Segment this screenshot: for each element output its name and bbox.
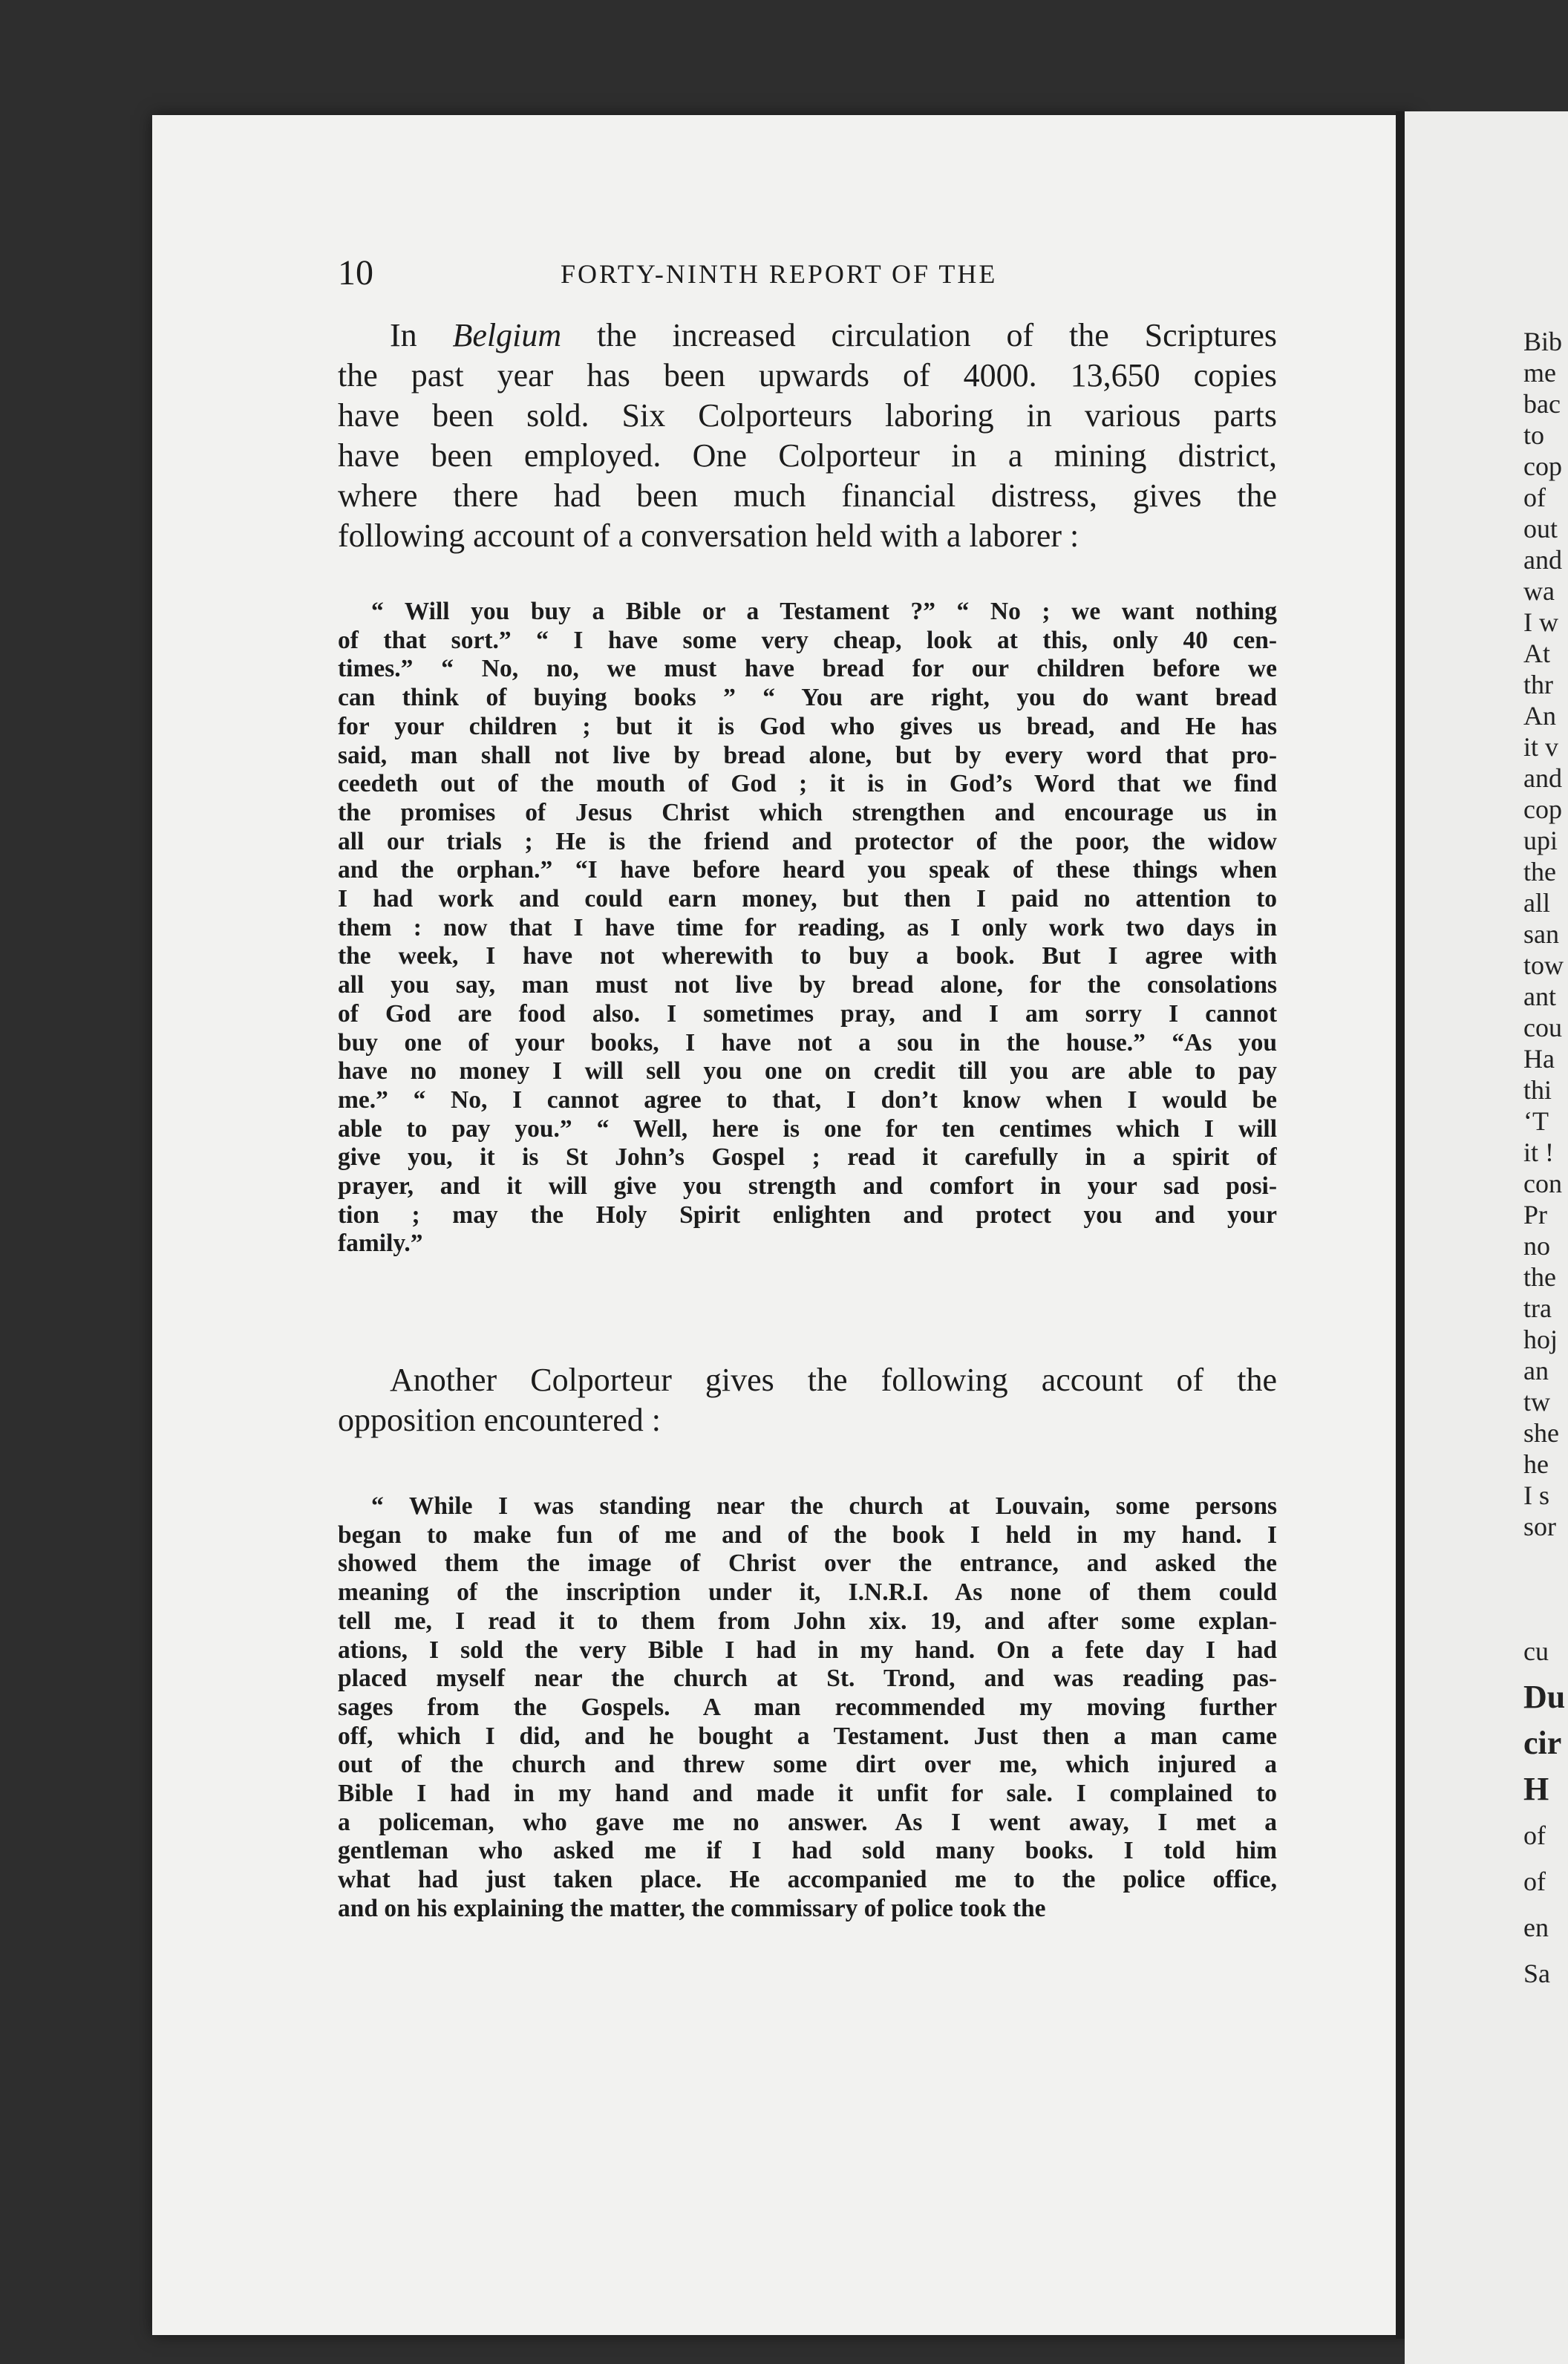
text-line: out of the church and threw some dirt over me, which injured a bbox=[338, 1751, 1277, 1779]
facing-page-fragment: cop bbox=[1523, 794, 1562, 824]
text-line: “ Will you buy a Bible or a Testament ?” “ No ; we want nothing bbox=[371, 598, 1277, 625]
facing-page-fragment: ‘T bbox=[1523, 1106, 1549, 1136]
facing-page-fragment: me bbox=[1523, 358, 1556, 388]
facing-page-fragment: out bbox=[1523, 514, 1558, 543]
facing-page-fragment: Pr bbox=[1523, 1200, 1548, 1230]
text-line: meaning of the inscription under it, I.N.R.I. As none of them could bbox=[338, 1578, 1277, 1607]
facing-page-fragment: cu bbox=[1523, 1636, 1549, 1666]
facing-page-fragment: of bbox=[1523, 1867, 1546, 1896]
facing-page bbox=[1405, 111, 1568, 2364]
facing-page-fragment: of bbox=[1523, 483, 1546, 512]
facing-page-fragment: no bbox=[1523, 1231, 1550, 1261]
running-head: FORTY-NINTH REPORT OF THE bbox=[561, 259, 998, 289]
text-line: and the orphan.” “I have before heard you speak of these things when bbox=[338, 856, 1277, 884]
facing-page-fragment: and bbox=[1523, 545, 1562, 575]
text-line: of that sort.” “ I have some very cheap, look at this, only 40 cen- bbox=[338, 626, 1277, 654]
facing-page-fragment: and bbox=[1523, 763, 1562, 793]
facing-page-fragment: it ! bbox=[1523, 1137, 1554, 1167]
facing-page-fragment: tw bbox=[1523, 1387, 1550, 1417]
text-line: began to make fun of me and of the book I held in my hand. I bbox=[338, 1521, 1277, 1549]
facing-page-fragment: bac bbox=[1523, 389, 1561, 419]
text-line: where there had been much financial distress, gives the bbox=[338, 477, 1277, 514]
facing-page-fragment: it v bbox=[1523, 732, 1559, 762]
facing-page-fragment: Sa bbox=[1523, 1959, 1550, 1988]
text-line: the promises of Jesus Christ which strengthen and encourage us in bbox=[338, 798, 1277, 826]
text-line: all you say, man must not live by bread alone, for the consolations bbox=[338, 971, 1277, 999]
paragraph-opposition bbox=[338, 1360, 1277, 1440]
text-line: showed them the image of Christ over the entrance, and asked the bbox=[338, 1550, 1277, 1578]
text-line: In Belgium the increased circulation of the Scriptures bbox=[390, 317, 1277, 353]
text-line: a policeman, who gave me no answer. As I went away, I met a bbox=[338, 1808, 1277, 1836]
text-line: sages from the Gospels. A man recommended my moving further bbox=[338, 1693, 1277, 1721]
page-number: 10 bbox=[338, 253, 373, 293]
facing-page-fragment: cop bbox=[1523, 451, 1562, 481]
text-line: tell me, I read it to them from John xix. 19, and after some explan- bbox=[338, 1607, 1277, 1635]
facing-page-fragment: an bbox=[1523, 1356, 1549, 1385]
facing-page-fragment: hoj bbox=[1523, 1325, 1558, 1354]
facing-page-fragment: all bbox=[1523, 888, 1550, 918]
facing-page-fragment: Du bbox=[1523, 1679, 1566, 1715]
facing-page-fragment: An bbox=[1523, 701, 1556, 731]
text-line: all our trials ; He is the friend and protector of the poor, the widow bbox=[338, 827, 1277, 855]
facing-page-fragment: con bbox=[1523, 1169, 1562, 1198]
facing-page-fragment: ant bbox=[1523, 982, 1556, 1011]
text-line: what had just taken place. He accompanied me to the police office, bbox=[338, 1866, 1277, 1894]
text-line: for your children ; but it is God who gives us bread, and He has bbox=[338, 712, 1277, 740]
facing-page-fragment: she bbox=[1523, 1418, 1559, 1448]
facing-page-fragment: thr bbox=[1523, 670, 1553, 699]
facing-page-fragment: tow bbox=[1523, 950, 1564, 980]
facing-page-fragment: tra bbox=[1523, 1293, 1552, 1323]
text-line: “ While I was standing near the church at Louvain, some persons bbox=[371, 1492, 1277, 1520]
page-gutter bbox=[1396, 111, 1405, 2339]
text-line: I had work and could earn money, but then I paid no attention to bbox=[338, 885, 1277, 913]
page-header bbox=[338, 252, 1273, 297]
text-line: Bible I had in my hand and made it unfit for sale. I complained to bbox=[338, 1780, 1277, 1808]
facing-page-fragment: Ha bbox=[1523, 1044, 1555, 1074]
text-line: opposition encountered : bbox=[338, 1402, 662, 1438]
text-line: following account of a conversation held with a laborer : bbox=[338, 517, 1079, 554]
facing-page-fragment: the bbox=[1523, 857, 1556, 886]
facing-page-fragment: I w bbox=[1523, 607, 1558, 637]
text-line: prayer, and it will give you strength and comfort in your sad posi- bbox=[338, 1172, 1277, 1201]
quote-conversation bbox=[338, 598, 1277, 1258]
facing-page-fragment: wa bbox=[1523, 576, 1555, 606]
text-line: the week, I have not wherewith to buy a book. But I agree with bbox=[338, 942, 1277, 970]
facing-page-fragment: san bbox=[1523, 919, 1559, 949]
facing-page-fragment: cir bbox=[1523, 1725, 1562, 1761]
text-line: me.” “ No, I cannot agree to that, I don’t know when I would be bbox=[338, 1085, 1277, 1114]
facing-page-fragment: Bib bbox=[1523, 327, 1563, 356]
facing-page-fragment: the bbox=[1523, 1262, 1556, 1292]
text-line: tion ; may the Holy Spirit enlighten and protect you and your bbox=[338, 1201, 1277, 1229]
text-line: have been sold. Six Colporteurs laboring in various parts bbox=[338, 397, 1277, 434]
facing-page-fragment: At bbox=[1523, 639, 1550, 668]
text-line: times.” “ No, no, we must have bread for our children before we bbox=[338, 655, 1277, 683]
text-line: off, which I did, and he bought a Testament. Just then a man came bbox=[338, 1722, 1277, 1750]
facing-page-fragment: he bbox=[1523, 1449, 1549, 1479]
facing-page-fragment: to bbox=[1523, 420, 1545, 450]
facing-page-fragment: en bbox=[1523, 1913, 1549, 1942]
text-line: family.” bbox=[338, 1230, 423, 1258]
text-line: can think of buying books ” “ You are right, you do want bread bbox=[338, 684, 1277, 712]
text-line: them : now that I have time for reading, as I only work two days in bbox=[338, 913, 1277, 941]
facing-page-fragment: H bbox=[1523, 1771, 1549, 1807]
paragraph-belgium bbox=[338, 316, 1277, 556]
facing-page-fragment: cou bbox=[1523, 1013, 1562, 1042]
text-line: Another Colporteur gives the following account of the bbox=[390, 1362, 1277, 1398]
facing-page-fragment: of bbox=[1523, 1821, 1546, 1850]
text-line: have been employed. One Colporteur in a mining district, bbox=[338, 437, 1277, 474]
quote-louvain bbox=[338, 1492, 1277, 1924]
facing-page-fragment: thi bbox=[1523, 1075, 1552, 1105]
text-line: give you, it is St John’s Gospel ; read it carefully in a spirit of bbox=[338, 1143, 1277, 1172]
text-line: the past year has been upwards of 4000. 13,650 copies bbox=[338, 357, 1277, 394]
text-line: have no money I will sell you one on credit till you are able to pay bbox=[338, 1057, 1277, 1085]
text-line: ations, I sold the very Bible I had in my hand. On a fete day I had bbox=[338, 1636, 1277, 1664]
text-line: gentleman who asked me if I had sold many books. I told him bbox=[338, 1837, 1277, 1865]
text-line: able to pay you.” “ Well, here is one for ten centimes which I will bbox=[338, 1114, 1277, 1143]
text-line: and on his explaining the matter, the commissary of police took the bbox=[338, 1894, 1046, 1922]
text-line: ceedeth out of the mouth of God ; it is in God’s Word that we find bbox=[338, 770, 1277, 798]
text-line: buy one of your books, I have not a sou in the house.” “As you bbox=[338, 1028, 1277, 1057]
facing-page-fragment: sor bbox=[1523, 1512, 1556, 1541]
text-line: of God are food also. I sometimes pray, and I am sorry I cannot bbox=[338, 999, 1277, 1028]
facing-page-fragment: upi bbox=[1523, 826, 1558, 855]
text-line: said, man shall not live by bread alone, but by every word that pro- bbox=[338, 741, 1277, 769]
text-line: placed myself near the church at St. Trond, and was reading pas- bbox=[338, 1665, 1277, 1693]
facing-page-fragment: I s bbox=[1523, 1480, 1549, 1510]
